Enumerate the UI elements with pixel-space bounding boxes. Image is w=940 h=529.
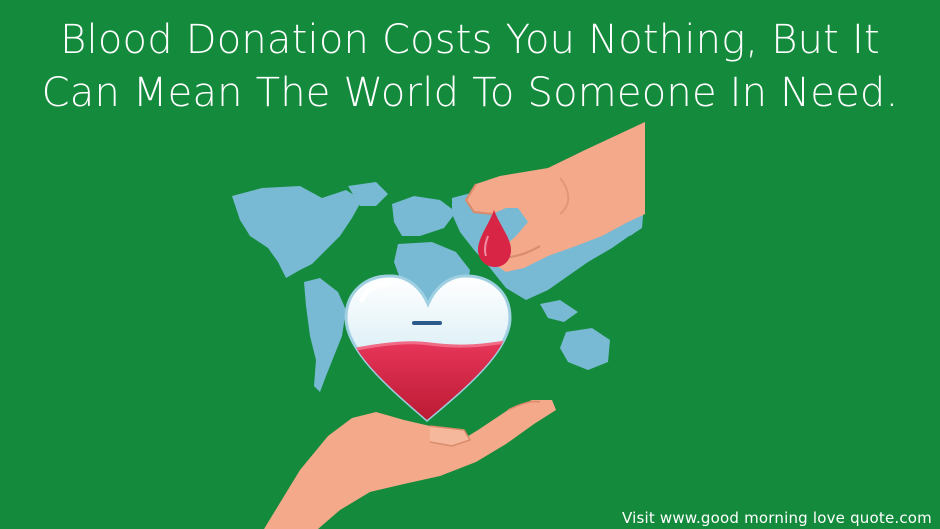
north-america-shape: [232, 186, 362, 278]
quote-line-1: Blood Donation Costs You Nothing, But It: [60, 17, 880, 63]
website-credit: Visit www.good morning love quote.com: [622, 509, 932, 527]
receiver-hand: [264, 400, 556, 529]
europe-shape: [392, 196, 456, 236]
quote-line-2: Can Mean The World To Someone In Need.: [41, 70, 899, 116]
southeast-asia-shape: [540, 300, 578, 322]
south-america-shape: [304, 278, 346, 392]
coin-slot: [412, 321, 442, 325]
australia-shape: [560, 328, 610, 370]
